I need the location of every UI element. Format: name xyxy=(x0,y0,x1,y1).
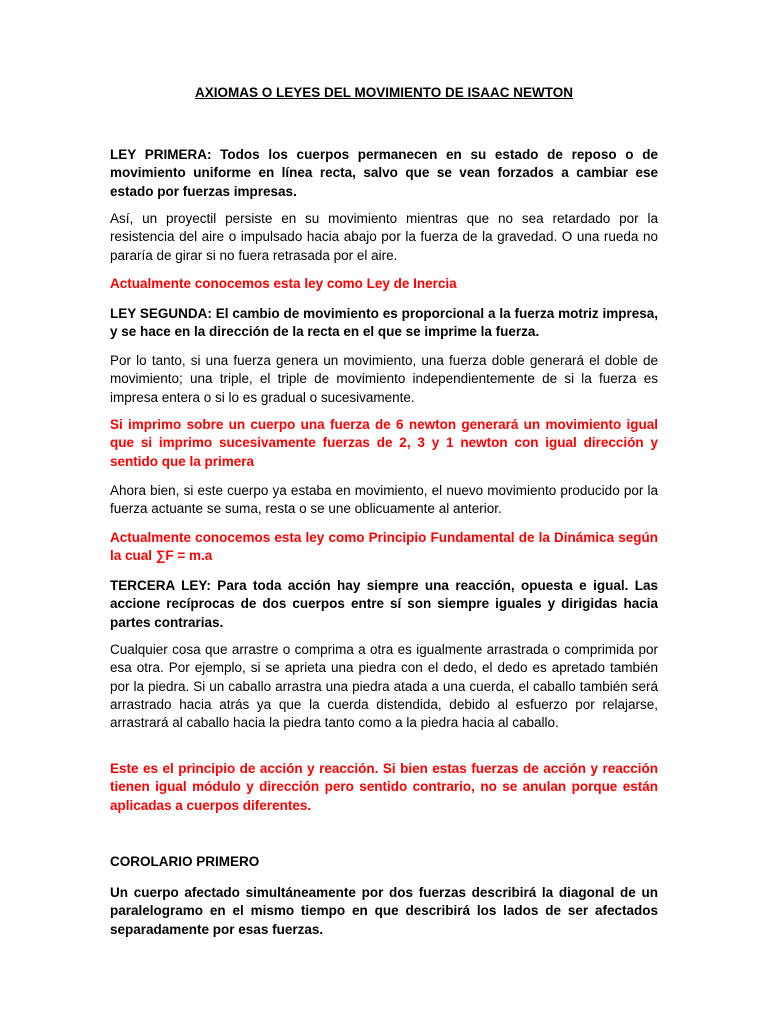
document-title: AXIOMAS O LEYES DEL MOVIMIENTO DE ISAAC NEWTON xyxy=(194,85,574,100)
dinamica-principle-note: Actualmente conocemos esta ley como Principio Fundamental de la Dinámica según la cual ∑F = m.a xyxy=(110,530,658,564)
tercera-ley-explanation: Cualquier cosa que arrastre o comprima a otra es igualmente arrastrada o comprimida por esa otra. Por ejemplo, si se aprieta una piedra con el dedo, el dedo es apretado también por la piedra. Si un caballo arrastra una piedra atada a una cuerda, el caballo también será arrastrado hacia atrás ya que la cuerda distendida, debido al esfuerzo por relajarse, arrastrará al caballo hacia la piedra tanto como a la piedra hacia al caballo. xyxy=(110,642,658,731)
tercera-ley-paragraph: TERCERA LEY: Para toda acción hay siempre una reacción, opuesta e igual. Las accione recíprocas de dos cuerpos entre sí son siempre iguales y dirigidas hacia partes contrarias. xyxy=(110,578,658,630)
ley-primera-explanation: Así, un proyectil persiste en su movimiento mientras que no sea retardado por la resistencia del aire o impulsado hacia abajo por la fuerza de la gravedad. O una rueda no pararía de girar si no fuera retrasada por el aire. xyxy=(110,211,658,263)
ley-primera-paragraph: LEY PRIMERA: Todos los cuerpos permanecen en su estado de reposo o de movimiento uniforme en línea recta, salvo que se vean forzados a cambiar ese estado por fuerzas impresas. xyxy=(110,147,658,199)
ley-segunda-paragraph: LEY SEGUNDA: El cambio de movimiento es proporcional a la fuerza motriz impresa, y se hace en la dirección de la recta en el que se imprime la fuerza. xyxy=(110,306,658,340)
ley-segunda-example: Si imprimo sobre un cuerpo una fuerza de 6 newton generará un movimiento igual que si imprimo sucesivamente fuerzas de 2, 3 y 1 newton con igual dirección y sentido que la primera xyxy=(110,417,658,469)
corolario-heading: COROLARIO PRIMERO xyxy=(110,854,260,869)
accion-reaccion-note: Este es el principio de acción y reacción. Si bien estas fuerzas de acción y reacción tienen igual módulo y dirección pero sentido contrario, no se anulan porque están aplicadas a cuerpos diferentes. xyxy=(110,761,658,813)
ley-segunda-continuation: Ahora bien, si este cuerpo ya estaba en movimiento, el nuevo movimiento producido por la fuerza actuante se suma, resta o se une oblicuamente al anterior. xyxy=(110,483,658,517)
ley-segunda-explanation: Por lo tanto, si una fuerza genera un movimiento, una fuerza doble generará el doble de movimiento; una triple, el triple de movimiento independientemente de si la fuerza es impresa entera o si lo es gradual o sucesivamente. xyxy=(110,353,658,405)
ley-inercia-note: Actualmente conocemos esta ley como Ley de Inercia xyxy=(110,276,457,291)
corolario-paragraph: Un cuerpo afectado simultáneamente por dos fuerzas describirá la diagonal de un paralelogramo en el mismo tiempo en que describirá los lados de ser afectados separadamente por esas fuerzas. xyxy=(110,885,658,937)
